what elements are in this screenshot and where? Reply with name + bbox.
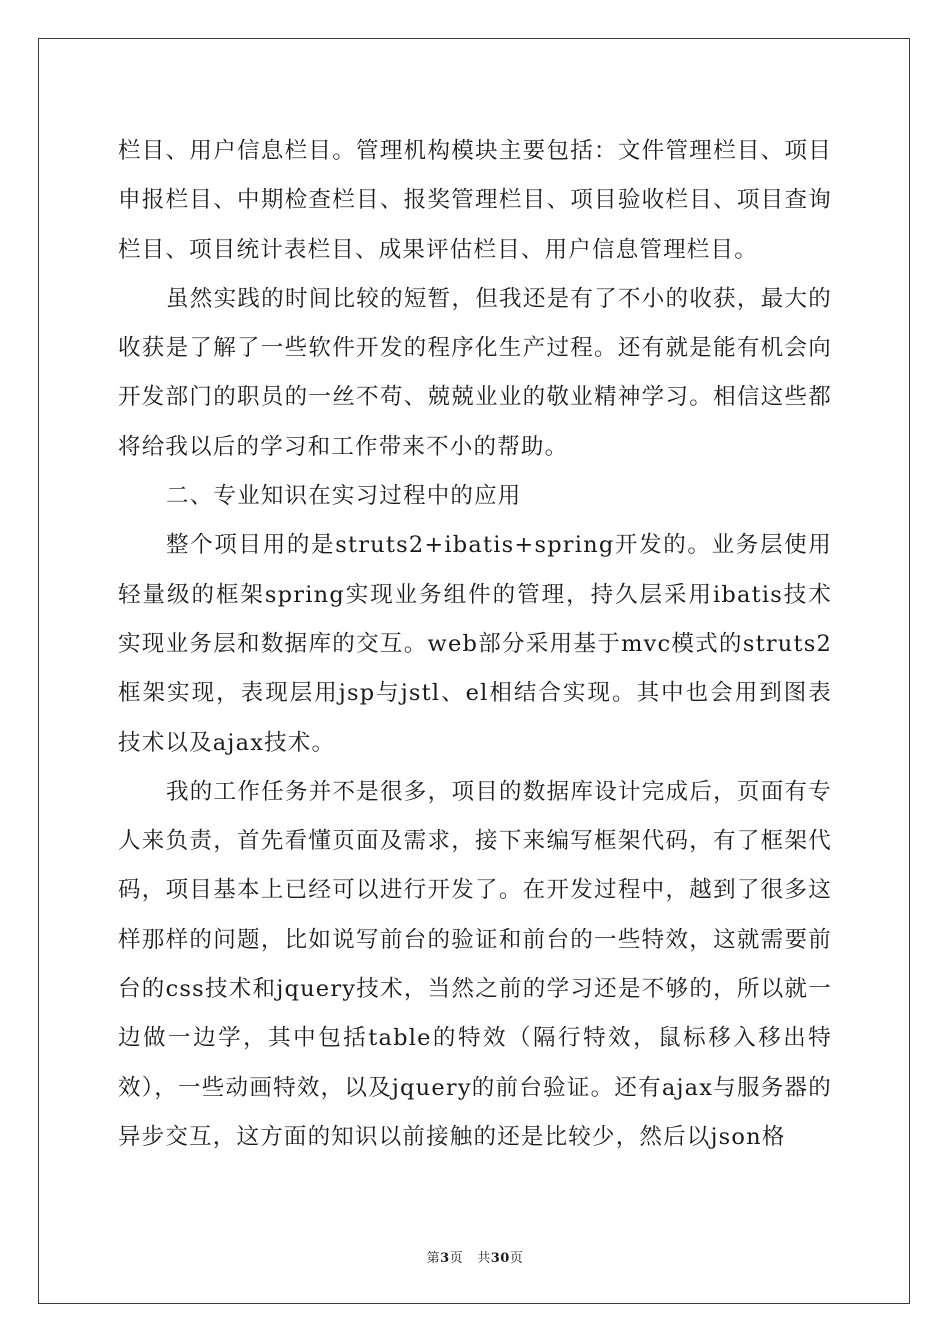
paragraph-4: 我的工作任务并不是很多，项目的数据库设计完成后，页面有专人来负责，首先看懂页面及需求，接下来编写框架代码，有了框架代码，项目基本上已经可以进行开发了。在开发过程中，越到了很多这样那样的问题，比如说写前台的验证和前台的一些特效，这就需要前台的css技术和jquery技术，当然之前的学习还是不够的，所以就一边做一边学，其中包括table的特效（隔行特效，鼠标移入移出特效），一些动画特效，以及jquery的前台验证。还有ajax与服务器的异步交互，这方面的知识以前接触的还是比较少，然后以json格 bbox=[118, 778, 832, 1150]
page-suffix: 页 bbox=[449, 1251, 464, 1266]
total-prefix: 共 bbox=[477, 1251, 491, 1266]
page-prefix: 第 bbox=[426, 1251, 441, 1266]
paragraph-1: 栏目、用户信息栏目。管理机构模块主要包括：文件管理栏目、项目申报栏目、中期检查栏目、报奖管理栏目、项目验收栏目、项目查询栏目、项目统计表栏目、成果评估栏目、用户信息管理栏目。 bbox=[118, 138, 832, 263]
total-suffix: 页 bbox=[509, 1251, 524, 1266]
paragraph-3: 整个项目用的是struts2+ibatis+spring开发的。业务层使用轻量级的框架spring实现业务组件的管理，持久层采用ibatis技术实现业务层和数据库的交互。web部分采用基于mvc模式的struts2框架实现，表现层用jsp与jstl、el相结合实现。其中也会用到图表技术以及ajax技术。 bbox=[118, 532, 832, 756]
document-body bbox=[118, 127, 832, 1162]
page-footer bbox=[0, 1247, 950, 1266]
total-pages: 30 bbox=[490, 1251, 510, 1266]
section-heading: 二、专业知识在实习过程中的应用 bbox=[166, 483, 522, 510]
paragraph-2: 虽然实践的时间比较的短暂，但我还是有了不小的收获，最大的收获是了解了一些软件开发的程序化生产过程。还有就是能有机会向开发部门的职员的一丝不苟、兢兢业业的敬业精神学习。相信这些都将给我以后的学习和工作带来不小的帮助。 bbox=[118, 285, 832, 460]
page-number: 3 bbox=[440, 1251, 450, 1266]
